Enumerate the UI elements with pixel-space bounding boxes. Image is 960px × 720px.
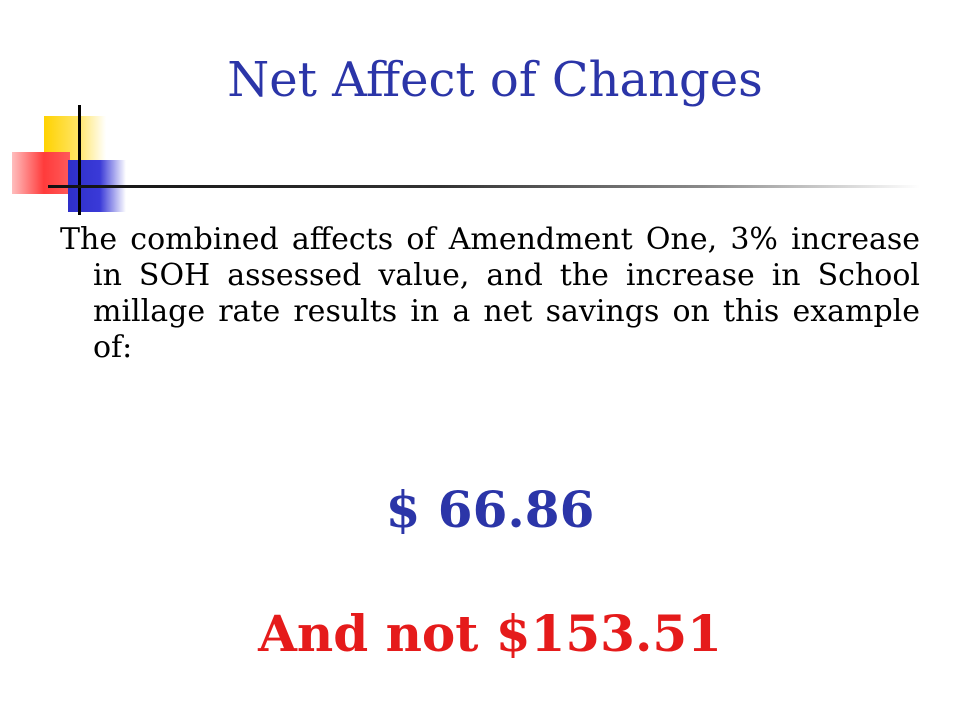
title-underline-rule — [48, 185, 920, 188]
vertical-rule — [78, 105, 81, 215]
comparison-statement: And not $153.51 — [258, 604, 722, 663]
body-paragraph: The combined affects of Amendment One, 3% increase in SOH assessed value, and the increase in School millage rate results in a net savings on this example of: — [60, 222, 920, 365]
net-savings-amount: $ 66.86 — [385, 480, 595, 539]
decorative-logo-squares — [0, 0, 140, 230]
slide-title: Net Affect of Changes — [227, 52, 763, 108]
